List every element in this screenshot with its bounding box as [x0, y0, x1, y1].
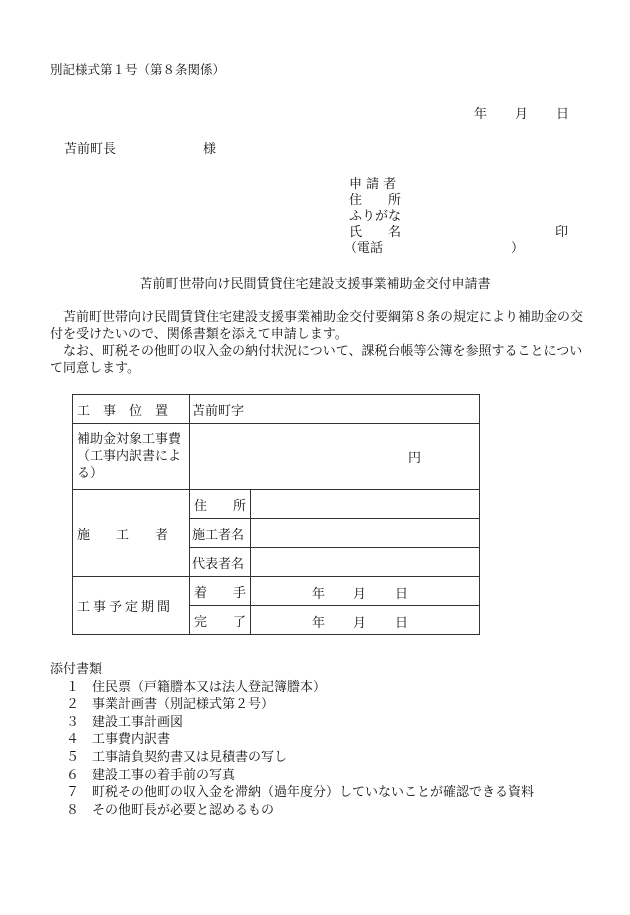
document-title: 苫前町世帯向け民間賃貸住宅建設支援事業補助金交付申請書 [139, 277, 491, 292]
end-day-label: 日 [395, 616, 409, 631]
form-number: 別記様式第１号（第８条関係） [50, 62, 226, 77]
attachment-text: 工事請負契約書又は見積書の写し [92, 749, 288, 765]
applicant-furigana-label: ふりがな [349, 209, 402, 224]
applicant-address-label: 住 所 [349, 193, 402, 208]
attachment-item [50, 714, 534, 732]
body-paragraph-1: 苫前町世帯向け民間賃貸住宅建設支援事業補助金交付要綱第８条の規定により補助金の交付を受けたいので、関係書類を添えて申請します。 [50, 310, 584, 342]
attachments-section [50, 661, 534, 819]
contractor-rep-label: 代表者名 [192, 556, 245, 572]
table-row-contractor-address [73, 490, 480, 519]
start-label: 着 手 [194, 585, 247, 601]
end-year-label: 年 [312, 616, 326, 631]
attachments-heading: 添付書類 [50, 662, 103, 677]
contractor-rep-value[interactable] [251, 548, 480, 577]
phone-open-label: （電話 [344, 241, 384, 256]
attachment-text: 事業計画書（別記様式第２号） [92, 697, 275, 713]
phone-close-label: ） [511, 241, 525, 256]
location-value: 苫前町字 [192, 403, 245, 419]
attachment-num: ５ [66, 749, 80, 765]
contractor-name-value[interactable] [251, 519, 480, 548]
attachment-num: １ [66, 679, 80, 695]
location-label-cell [73, 395, 190, 424]
table-row-cost [73, 424, 480, 490]
cost-value-cell[interactable] [190, 424, 480, 490]
addressee-honorific: 様 [203, 142, 217, 157]
location-value-cell[interactable] [190, 395, 480, 424]
applicant-name-label: 氏 名 [349, 225, 402, 240]
attachment-num: ７ [66, 785, 80, 801]
addressee-name: 苫前町長 [64, 142, 117, 157]
contractor-address-label-cell [190, 490, 251, 519]
cost-unit: 円 [407, 451, 421, 466]
end-month-label: 月 [353, 616, 367, 631]
body-text [50, 309, 590, 377]
attachment-item [50, 767, 534, 785]
date-month-label: 月 [515, 107, 529, 122]
attachment-text: 建設工事の着手前の写真 [92, 767, 236, 783]
attachment-item [50, 731, 534, 749]
contractor-name-label-cell [190, 519, 251, 548]
attachment-num: ８ [66, 802, 80, 818]
attachment-num: ３ [66, 714, 80, 730]
end-label-cell [190, 606, 251, 635]
table-row-location [73, 395, 480, 424]
table-row-period-start [73, 577, 480, 606]
start-month-label: 月 [353, 587, 367, 602]
attachment-item [50, 749, 534, 767]
start-label-cell [190, 577, 251, 606]
attachment-num: ６ [66, 767, 80, 783]
attachment-num: ２ [66, 697, 80, 713]
contractor-name-label: 施工者名 [192, 527, 245, 543]
cost-label: 補助金対象工事費（工事内訳書による） [77, 432, 182, 481]
contractor-label-cell [73, 490, 190, 577]
contractor-address-label: 住 所 [194, 498, 247, 514]
date-day-label: 日 [556, 107, 570, 122]
contractor-address-value[interactable] [251, 490, 480, 519]
attachment-item [50, 679, 534, 697]
end-label: 完 了 [194, 614, 247, 630]
period-label: 工事予定期間 [77, 600, 174, 615]
end-date-cell[interactable] [251, 606, 480, 635]
applicant-label: 申 請 者 [349, 177, 397, 192]
attachment-item [50, 784, 534, 802]
contractor-rep-label-cell [190, 548, 251, 577]
attachment-num: ４ [66, 732, 80, 748]
attachment-item [50, 696, 534, 714]
period-label-cell [73, 577, 190, 635]
start-date-cell[interactable] [251, 577, 480, 606]
start-year-label: 年 [312, 587, 326, 602]
attachment-text: 住民票（戸籍謄本又は法人登記簿謄本） [92, 679, 327, 695]
seal-label: 印 [555, 225, 569, 240]
location-label: 工 事 位 置 [77, 403, 169, 419]
body-paragraph-2: なお、町税その他町の収入金の納付状況について、課税台帳等公簿を参照することについて同意します。 [50, 344, 583, 376]
contractor-label: 施 工 者 [77, 527, 169, 543]
start-day-label: 日 [395, 587, 409, 602]
date-year-label: 年 [474, 107, 488, 122]
cost-label-cell [73, 424, 190, 490]
attachment-text: 町税その他町の収入金を滞納（過年度分）していないことが確認できる資料 [92, 785, 535, 801]
attachment-text: 建設工事計画図 [92, 714, 184, 730]
attachment-item [50, 802, 534, 820]
attachment-text: その他町長が必要と認めるもの [92, 802, 275, 818]
attachment-text: 工事費内訳書 [92, 732, 171, 748]
application-table [72, 394, 480, 635]
